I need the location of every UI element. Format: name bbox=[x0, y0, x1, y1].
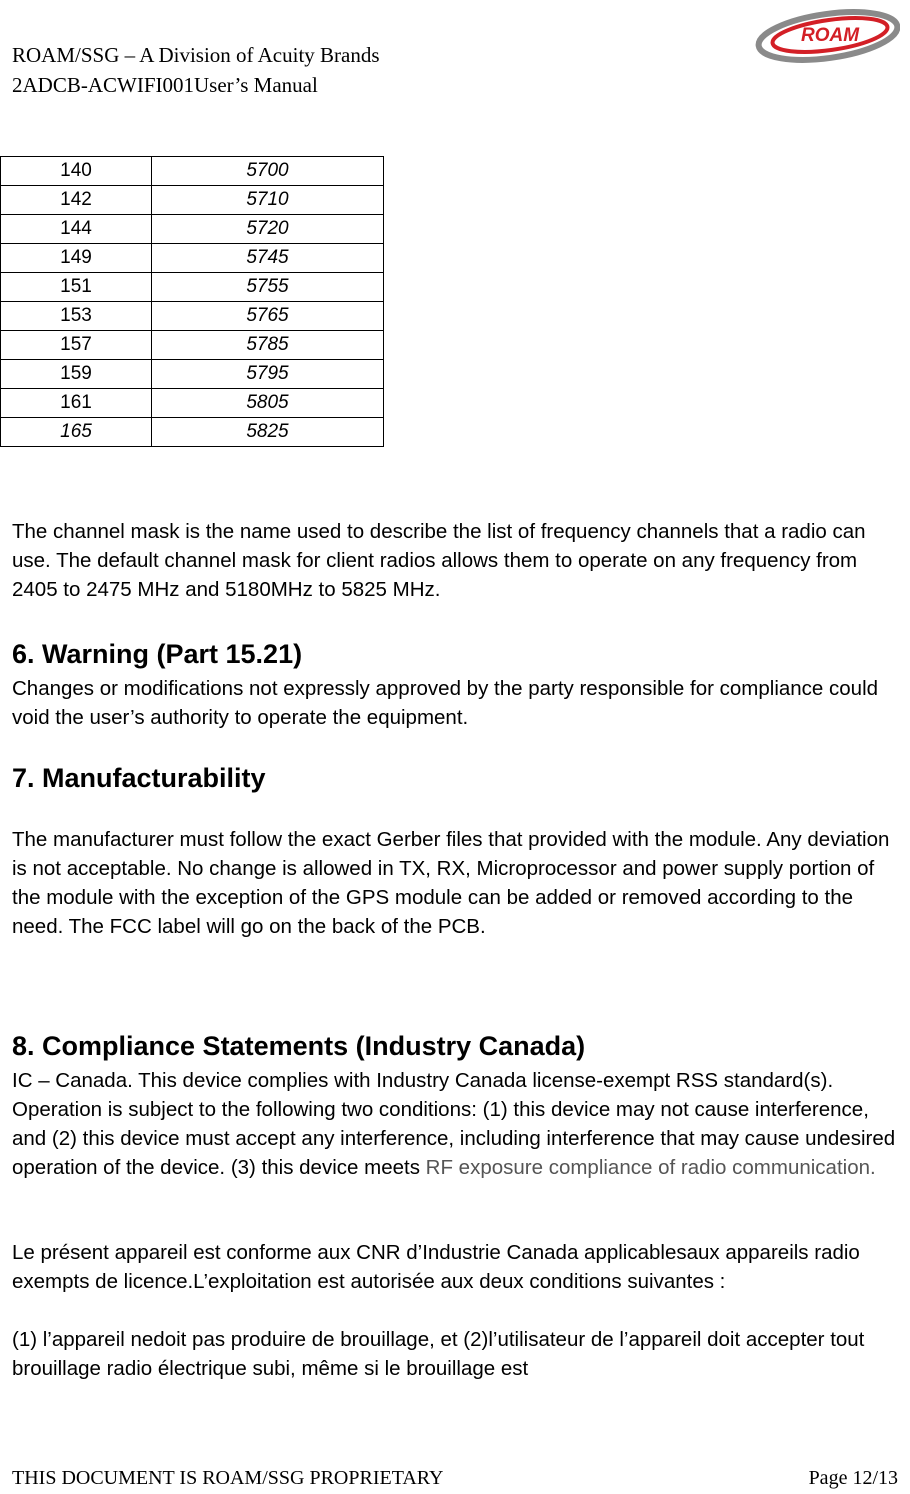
roam-logo bbox=[750, 6, 900, 64]
channel-cell: 165 bbox=[1, 418, 152, 447]
french-statement-2: (1) l’appareil nedoit pas produire de brouillage, et (2)l’utilisateur de l’appareil doit accepter tout brouillage radio électrique subi, même si le brouillage est bbox=[12, 1328, 865, 1380]
frequency-cell: 5710 bbox=[152, 186, 384, 215]
section-7-heading: 7. Manufacturability bbox=[12, 763, 266, 793]
section-8-heading: 8. Compliance Statements (Industry Canada) bbox=[12, 1031, 586, 1061]
table-row bbox=[1, 157, 384, 186]
frequency-cell: 5755 bbox=[152, 273, 384, 302]
channel-cell: 149 bbox=[1, 244, 152, 273]
channel-cell: 144 bbox=[1, 215, 152, 244]
footer-page-number: Page 12/13 bbox=[808, 1467, 898, 1489]
header-company: ROAM/SSG – A Division of Acuity Brands bbox=[12, 43, 380, 67]
channel-cell: 157 bbox=[1, 331, 152, 360]
channel-cell: 140 bbox=[1, 157, 152, 186]
section-6-heading: 6. Warning (Part 15.21) bbox=[12, 639, 303, 669]
channel-cell: 153 bbox=[1, 302, 152, 331]
frequency-cell: 5765 bbox=[152, 302, 384, 331]
logo-text: ROAM bbox=[800, 25, 860, 46]
frequency-cell: 5720 bbox=[152, 215, 384, 244]
table-row bbox=[1, 331, 384, 360]
table-row bbox=[1, 389, 384, 418]
french-statement-1: Le présent appareil est conforme aux CNR d’Industrie Canada applicablesaux appareils radio exempts de licence.L’exploitation est autorisée aux deux conditions suivantes : bbox=[12, 1241, 860, 1293]
frequency-cell: 5795 bbox=[152, 360, 384, 389]
footer-proprietary: THIS DOCUMENT IS ROAM/SSG PROPRIETARY bbox=[12, 1467, 444, 1489]
section-8-body bbox=[12, 1066, 907, 1182]
frequency-cell: 5745 bbox=[152, 244, 384, 273]
table-row bbox=[1, 186, 384, 215]
section-6-body: Changes or modifications not expressly approved by the party responsible for compliance could void the user’s authority to operate the equipment. bbox=[12, 677, 879, 729]
channel-cell: 142 bbox=[1, 186, 152, 215]
channel-cell: 159 bbox=[1, 360, 152, 389]
frequency-cell: 5785 bbox=[152, 331, 384, 360]
frequency-cell: 5805 bbox=[152, 389, 384, 418]
section-7-body: The manufacturer must follow the exact Gerber files that provided with the module. Any deviation is not acceptable. No change is allowed in TX, RX, Microprocessor and power supply portion of the module with the exception of the GPS module can be added or removed according to the need. The FCC label will go on the back of the PCB. bbox=[12, 828, 890, 938]
channel-frequency-table bbox=[0, 156, 384, 447]
channel-cell: 151 bbox=[1, 273, 152, 302]
frequency-cell: 5700 bbox=[152, 157, 384, 186]
table-row bbox=[1, 273, 384, 302]
header-manual-title: 2ADCB-ACWIFI001User’s Manual bbox=[12, 73, 318, 97]
section-8-body-main: IC – Canada. This device complies with Industry Canada license-exempt RSS standard(s). Operation is subject to the following two conditions: (1) this device may not cause interference, and (2) this device must accept any interference, including interference that may cause undesired operation of the device. (3) this device meets bbox=[12, 1069, 896, 1179]
channel-mask-paragraph: The channel mask is the name used to describe the list of frequency channels that a radio can use. The default channel mask for client radios allows them to operate on any frequency from 2405 to 2475 MHz and 5180MHz to 5825 MHz. bbox=[12, 520, 866, 601]
table-row bbox=[1, 302, 384, 331]
frequency-cell: 5825 bbox=[152, 418, 384, 447]
table-row bbox=[1, 244, 384, 273]
section-8-body-rf-exposure: RF exposure compliance of radio communication. bbox=[425, 1156, 876, 1179]
channel-cell: 161 bbox=[1, 389, 152, 418]
table-row bbox=[1, 360, 384, 389]
table-row bbox=[1, 215, 384, 244]
table-row bbox=[1, 418, 384, 447]
